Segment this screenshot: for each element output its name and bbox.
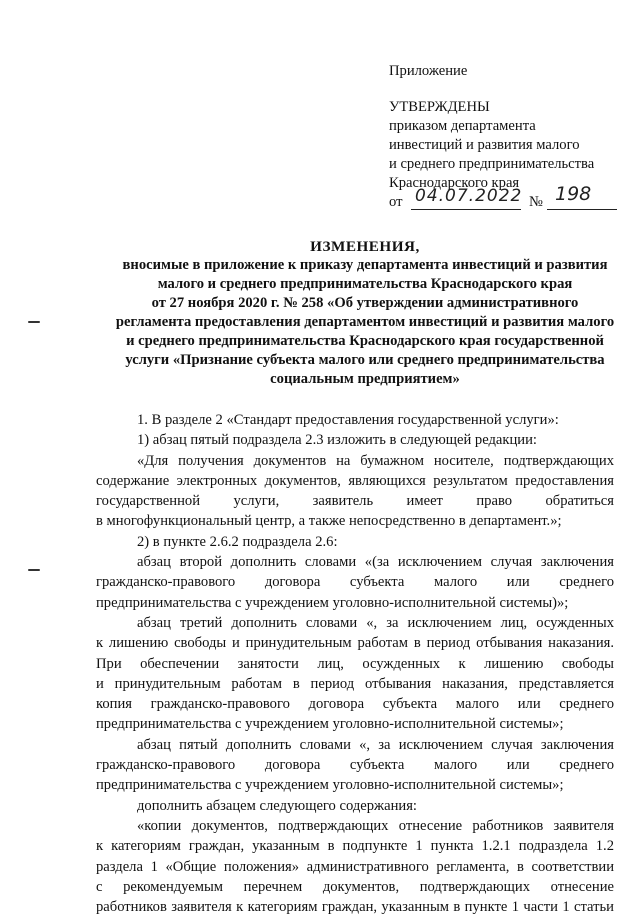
body-line: гражданско-правового договора субъекта малого или среднего	[96, 757, 614, 774]
appendix-label: Приложение	[389, 63, 468, 79]
approval-line: приказом департамента	[389, 118, 536, 134]
title-line: малого и среднего предпринимательства Краснодарского края	[157, 276, 573, 292]
approval-line: Краснодарского края	[389, 175, 520, 191]
body-line: 1) абзац пятый подраздела 2.3 изложить в следующей редакции:	[137, 432, 537, 449]
title-line: от 27 ноября 2020 г. № 258 «Об утверждении административного	[151, 295, 579, 311]
handwritten-number: 198	[555, 183, 592, 205]
approval-line: инвестиций и развития малого	[389, 137, 580, 153]
body-line: в многофункциональный центр, а также непосредственно в департамент.»;	[96, 513, 562, 530]
title-heading: ИЗМЕНЕНИЯ,	[310, 238, 420, 255]
title-line: социальным предприятием»	[270, 371, 460, 387]
body-line: абзац второй дополнить словами «(за исключением случая заключения	[137, 554, 614, 571]
body-line: абзац пятый дополнить словами «, за исключением случая заключения	[137, 736, 614, 753]
body-line: «копии документов, подтверждающих отнесение работников заявителя	[137, 817, 614, 834]
body-line: копия гражданско-правового договора субъекта малого или среднего	[96, 696, 614, 713]
body-line: к лишению свободы и принудительным работам в период отбывания наказания.	[96, 635, 614, 652]
title-line: и среднего предпринимательства Краснодарского края государственной	[126, 333, 604, 349]
body-line: абзац третий дополнить словами «, за исключением лиц, осужденных	[137, 614, 614, 631]
body-line: раздела 1 «Общие положения» административного регламента, в соответствии	[96, 858, 614, 875]
approval-line: и среднего предпринимательства	[389, 156, 595, 172]
body-line: дополнить абзацем следующего содержания:	[137, 797, 417, 814]
date-prefix: от	[389, 194, 403, 210]
body-line: государственной услуги, заявитель имеет право обратиться	[96, 493, 614, 510]
number-prefix: №	[529, 194, 543, 210]
number-underline	[547, 209, 617, 210]
body-line: предпринимательства с учреждением уголовно-исполнительной системы)»;	[96, 594, 569, 611]
body-line: При обеспечении занятости лиц, осужденных к лишению свободы	[96, 655, 614, 672]
document-body	[96, 410, 614, 917]
title-line: вносимые в приложение к приказу департамента инвестиций и развития	[122, 257, 608, 273]
approved-label: УТВЕРЖДЕНЫ	[389, 99, 490, 115]
title-line: услуги «Признание субъекта малого или среднего предпринимательства	[125, 352, 605, 368]
handwritten-date: 04.07.2022	[415, 186, 523, 206]
body-line: содержание электронных документов, являющихся результатом предоставления	[96, 472, 614, 489]
body-line: «Для получения документов на бумажном носителе, подтверждающих	[137, 452, 614, 469]
scan-margin-mark	[28, 321, 40, 323]
body-line: предпринимательства с учреждением уголовно-исполнительной системы»;	[96, 716, 564, 733]
body-line: работников заявителя к категориям граждан, указанным в пункте 1 части 1 статьи	[96, 899, 614, 916]
document-title	[95, 237, 635, 389]
title-line: регламента предоставления департаментом инвестиций и развития малого	[115, 314, 615, 330]
approval-block	[389, 62, 629, 213]
body-line: к категориям граждан, указанным в подпункте 1 пункта 1.2.1 подраздела 1.2	[96, 838, 614, 855]
body-line: 2) в пункте 2.6.2 подраздела 2.6:	[137, 533, 338, 550]
body-line: предпринимательства с учреждением уголовно-исполнительной системы»;	[96, 777, 564, 794]
scan-margin-mark	[28, 569, 40, 571]
body-line: и принудительным работам в период отбывания наказания, представляется	[96, 675, 614, 692]
body-line: 1. В разделе 2 «Стандарт предоставления государственной услуги»:	[137, 412, 559, 428]
date-underline	[411, 209, 521, 210]
body-line: с рекомендуемым перечнем документов, подтверждающих отнесение	[96, 878, 614, 895]
body-line: гражданско-правового договора субъекта малого или среднего	[96, 574, 614, 591]
